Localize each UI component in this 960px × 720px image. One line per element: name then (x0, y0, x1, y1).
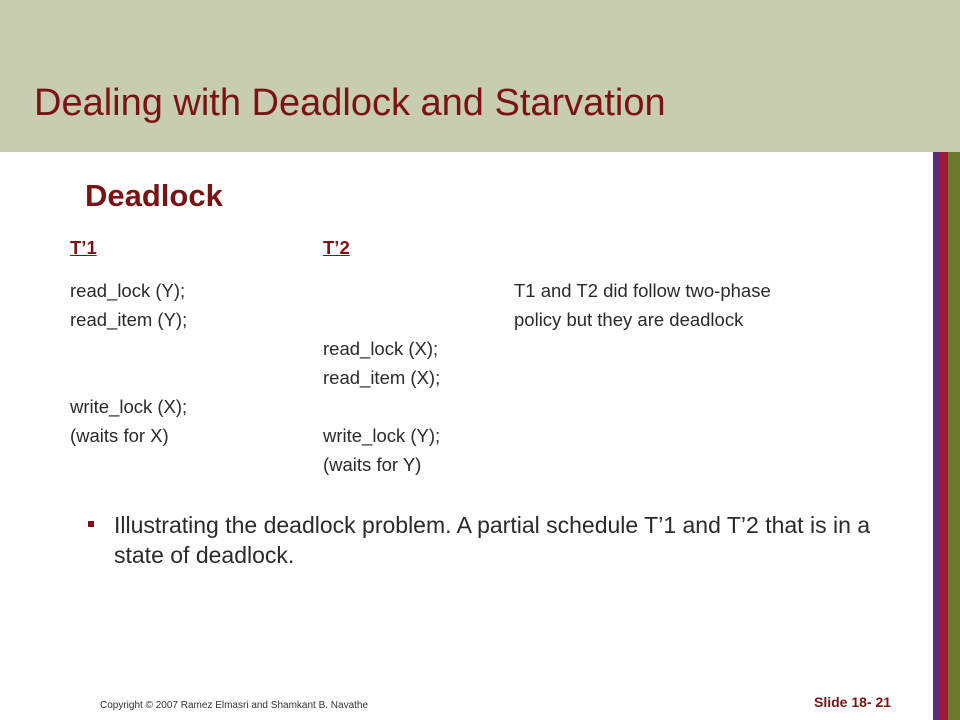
stripe-red (940, 152, 948, 720)
t1-op: read_item (Y); (70, 309, 188, 330)
header-band (0, 0, 960, 152)
slide-title: Dealing with Deadlock and Starvation (34, 82, 666, 124)
stripe-olive (948, 152, 960, 720)
bullet-text: Illustrating the deadlock problem. A partial schedule T’1 and T’2 that is in a state of deadlock. (114, 512, 871, 568)
slide-number: Slide 18- 21 (814, 694, 892, 710)
t1-op: (waits for X) (70, 425, 169, 446)
deadlock-note-line: T1 and T2 did follow two-phase (514, 280, 771, 301)
t2-header: T’2 (323, 237, 350, 258)
footer-copyright: Copyright © 2007 Ramez Elmasri and Shamkant B. Navathe (100, 700, 369, 711)
deadlock-note-line: policy but they are deadlock (514, 309, 744, 330)
decorative-stripes (933, 152, 960, 720)
t1-op: write_lock (X); (70, 396, 188, 417)
t2-op: (waits for Y) (323, 454, 422, 475)
t2-op: read_item (X); (323, 367, 441, 388)
square-bullet-icon (88, 521, 94, 527)
t2-op: read_lock (X); (323, 338, 439, 359)
t1-header: T’1 (70, 237, 97, 258)
stripe-purple (933, 152, 940, 720)
t1-op: read_lock (Y); (70, 280, 186, 301)
t2-op: write_lock (Y); (323, 425, 441, 446)
section-subtitle: Deadlock (85, 178, 223, 213)
